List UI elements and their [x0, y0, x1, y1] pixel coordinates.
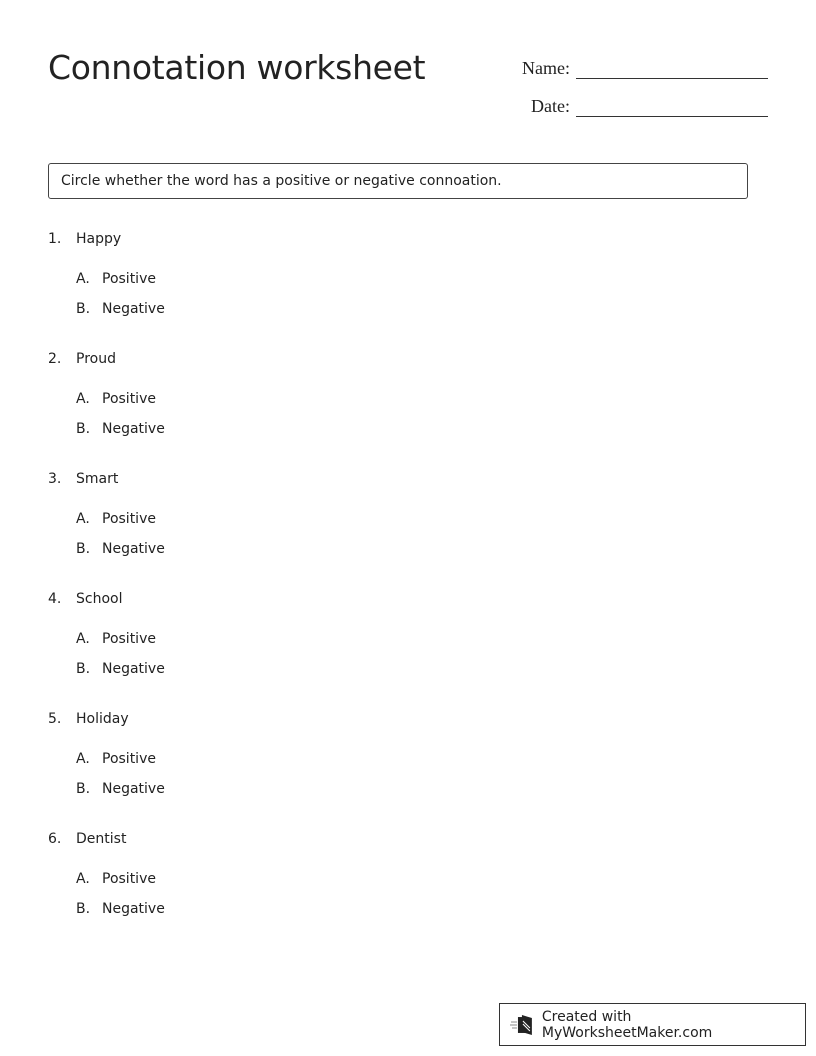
option-text: Negative [102, 421, 165, 437]
date-label: Date: [531, 96, 570, 116]
question-word: Smart [76, 471, 119, 487]
option-letter: A. [76, 511, 90, 527]
option-text: Positive [102, 391, 156, 407]
option-letter: A. [76, 631, 90, 647]
option-text: Negative [102, 661, 165, 677]
question-word: Happy [76, 231, 122, 247]
instructions-box [48, 163, 748, 199]
option-letter: B. [76, 901, 91, 917]
name-field [510, 52, 768, 79]
footer-text: Created with MyWorksheetMaker.com [541, 1008, 713, 1041]
question-number: 5. [48, 711, 62, 727]
option-text: Negative [102, 541, 165, 557]
question-number: 2. [48, 351, 62, 367]
question-word: School [76, 591, 123, 607]
footer-credit[interactable] [499, 1003, 806, 1046]
option-negative [76, 541, 165, 557]
name-label: Name: [522, 58, 570, 78]
option-positive [76, 271, 156, 287]
name-blank-line [576, 52, 768, 79]
option-text: Negative [102, 781, 165, 797]
option-letter: A. [76, 271, 90, 287]
option-text: Positive [102, 271, 156, 287]
option-negative [76, 421, 165, 437]
option-positive [76, 511, 156, 527]
option-text: Positive [102, 511, 156, 527]
question-number: 1. [48, 231, 62, 247]
option-letter: B. [76, 781, 91, 797]
option-positive [76, 871, 156, 887]
instructions-text: Circle whether the word has a positive or negative connoation. [61, 173, 502, 189]
question-number: 6. [48, 831, 62, 847]
option-letter: A. [76, 751, 90, 767]
question-number: 3. [48, 471, 62, 487]
date-blank-line [576, 90, 768, 117]
page-title: Connotation worksheet [48, 48, 426, 87]
option-letter: B. [76, 301, 91, 317]
option-negative [76, 661, 165, 677]
question-word: Holiday [76, 711, 129, 727]
worksheet-maker-logo-icon [510, 1014, 534, 1036]
option-negative [76, 301, 165, 317]
option-letter: B. [76, 421, 91, 437]
option-negative [76, 781, 165, 797]
option-positive [76, 631, 156, 647]
question-word: Dentist [76, 831, 127, 847]
option-letter: B. [76, 661, 91, 677]
question-number: 4. [48, 591, 62, 607]
question-word: Proud [76, 351, 116, 367]
option-text: Negative [102, 901, 165, 917]
option-text: Negative [102, 301, 165, 317]
option-letter: B. [76, 541, 91, 557]
option-text: Positive [102, 751, 156, 767]
option-negative [76, 901, 165, 917]
option-positive [76, 751, 156, 767]
option-letter: A. [76, 871, 90, 887]
option-positive [76, 391, 156, 407]
option-text: Positive [102, 871, 156, 887]
option-text: Positive [102, 631, 156, 647]
option-letter: A. [76, 391, 90, 407]
date-field [510, 90, 768, 117]
